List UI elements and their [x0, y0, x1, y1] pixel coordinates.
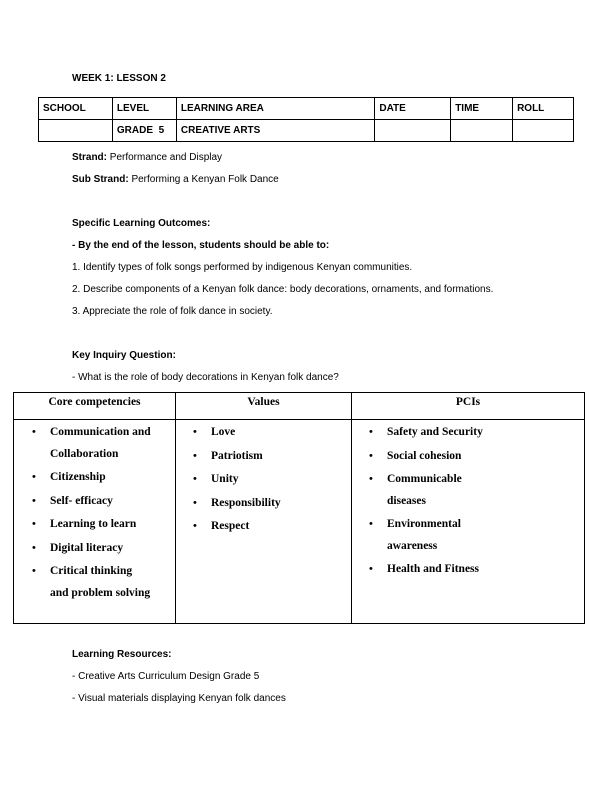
meta-header-learning-area: LEARNING AREA [176, 98, 374, 120]
strand-label: Strand: [72, 152, 107, 163]
values-list-item [187, 469, 349, 491]
values-item-text: Unity [211, 473, 239, 485]
bullet-icon: • [32, 426, 36, 438]
pcis-list-item [363, 422, 581, 444]
bullet-icon: • [32, 565, 36, 577]
bullet-icon: • [193, 426, 197, 438]
pcis-list-item [363, 559, 581, 581]
meta-value-date [375, 120, 451, 142]
meta-value-school [39, 120, 113, 142]
outcomes-title: Specific Learning Outcomes: [72, 218, 211, 229]
pcis-list-item [363, 446, 581, 468]
lesson-heading: WEEK 1: LESSON 2 [72, 73, 166, 84]
outcomes-intro: - By the end of the lesson, students should be able to: [72, 240, 330, 251]
core-list-item [26, 422, 174, 465]
values-list [187, 420, 349, 538]
core-list-item [26, 514, 174, 536]
bullet-icon: • [32, 471, 36, 483]
lesson-meta-table [38, 97, 574, 142]
meta-value-row [39, 120, 574, 142]
column-divider [351, 393, 352, 623]
values-list-item [187, 446, 349, 468]
values-item-text: Respect [211, 520, 250, 532]
competency-table [13, 392, 585, 624]
pcis-item-text: diseases [387, 494, 426, 507]
values-item-text: Love [211, 426, 236, 438]
outcome-item-2: 2. Describe components of a Kenyan folk dance: body decorations, ornaments, and formations. [72, 284, 494, 295]
bullet-icon: • [193, 449, 197, 462]
values-list-item [187, 516, 349, 538]
meta-value-time [451, 120, 513, 142]
core-competencies-list [26, 420, 174, 604]
bullet-icon: • [32, 494, 36, 507]
core-item-text: Communication and [50, 426, 151, 438]
meta-header-roll: ROLL [513, 98, 574, 120]
meta-header-date: DATE [375, 98, 451, 120]
pcis-list-item [363, 514, 581, 557]
pcis-item-text: Health and Fitness [387, 563, 480, 575]
core-list-item [26, 491, 174, 513]
bullet-icon: • [369, 518, 373, 530]
values-list-item [187, 493, 349, 515]
outcome-item-1: 1. Identify types of folk songs performed by indigenous Kenyan communities. [72, 262, 413, 273]
bullet-icon: • [193, 473, 197, 485]
core-item-text: Critical thinking [50, 565, 133, 577]
pcis-header: PCIs [455, 396, 481, 408]
bullet-icon: • [369, 449, 373, 462]
pcis-item-text: Safety and Security [387, 426, 483, 438]
strand-line [72, 152, 222, 163]
values-item-text: Patriotism [211, 449, 263, 462]
bullet-icon: • [32, 518, 36, 530]
bullet-icon: • [369, 563, 373, 575]
core-item-text: and problem solving [50, 586, 151, 599]
bullet-icon: • [193, 496, 197, 509]
column-divider [175, 393, 176, 623]
meta-header-time: TIME [451, 98, 513, 120]
bullet-icon: • [369, 426, 373, 438]
core-item-text: Citizenship [50, 471, 106, 483]
meta-value-level: GRADE 5 [112, 120, 176, 142]
inquiry-question: - What is the role of body decorations in Kenyan folk dance? [72, 372, 339, 383]
meta-header-level: LEVEL [112, 98, 176, 120]
meta-value-learning-area: CREATIVE ARTS [176, 120, 374, 142]
core-item-text: Self- efficacy [50, 494, 113, 507]
resources-title: Learning Resources: [72, 649, 172, 660]
meta-header-row [39, 98, 574, 120]
meta-header-school: SCHOOL [39, 98, 113, 120]
core-list-item [26, 538, 174, 560]
sub-strand-value: Performing a Kenyan Folk Dance [128, 174, 279, 185]
values-header: Values [247, 396, 280, 408]
core-list-item [26, 467, 174, 489]
pcis-item-text: awareness [387, 539, 438, 552]
core-item-text: Digital literacy [50, 541, 124, 554]
resource-item-2: - Visual materials displaying Kenyan folk dances [72, 693, 286, 704]
bullet-icon: • [193, 520, 197, 532]
bullet-icon: • [369, 473, 373, 485]
strand-value: Performance and Display [107, 152, 223, 163]
core-item-text: Learning to learn [50, 518, 137, 530]
core-item-text: Collaboration [50, 447, 119, 460]
pcis-item-text: Social cohesion [387, 449, 462, 462]
core-competencies-header: Core competencies [48, 396, 141, 408]
bullet-icon: • [32, 541, 36, 554]
sub-strand-line [72, 174, 279, 185]
inquiry-title: Key Inquiry Question: [72, 350, 176, 361]
values-item-text: Responsibility [211, 496, 281, 509]
pcis-list [363, 420, 581, 581]
resource-item-1: - Creative Arts Curriculum Design Grade 5 [72, 671, 260, 682]
pcis-list-item [363, 469, 581, 512]
pcis-item-text: Communicable [387, 473, 462, 485]
outcome-item-3: 3. Appreciate the role of folk dance in society. [72, 306, 273, 317]
meta-value-roll [513, 120, 574, 142]
pcis-item-text: Environmental [387, 518, 461, 530]
values-list-item [187, 422, 349, 444]
core-list-item [26, 561, 174, 604]
sub-strand-label: Sub Strand: [72, 174, 129, 185]
